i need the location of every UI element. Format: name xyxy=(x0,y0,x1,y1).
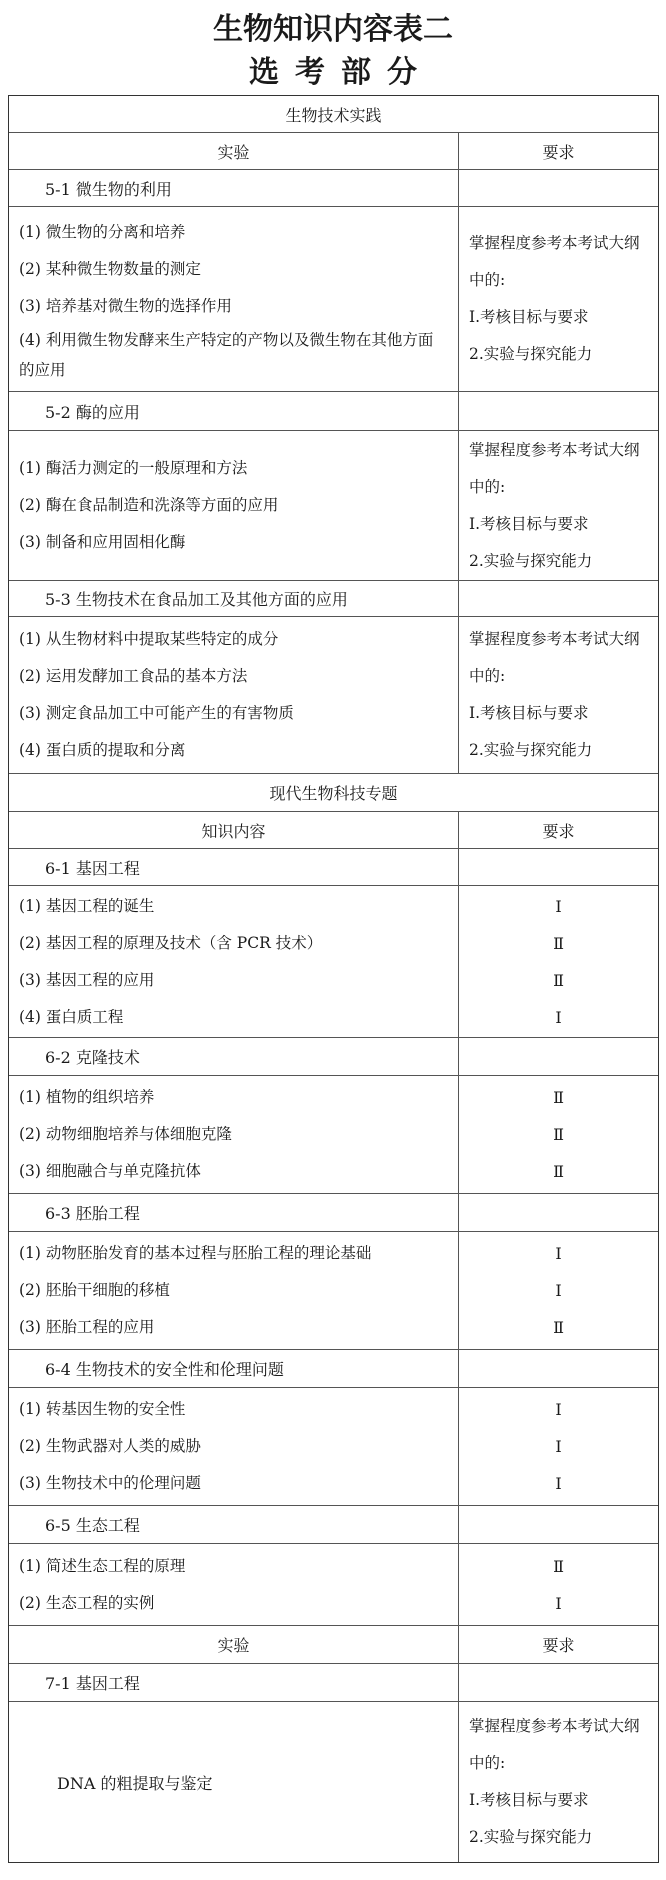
list-item: (1) 微生物的分离和培养 xyxy=(19,222,186,241)
list-item: (2) 动物细胞培养与体细胞克隆 xyxy=(19,1125,232,1143)
content-row xyxy=(9,207,658,392)
level-value: Ⅰ xyxy=(555,1593,562,1613)
subsection-row xyxy=(9,392,658,431)
req-line: 掌握程度参考本考试大纲 xyxy=(469,440,640,459)
list-item: (3) 细胞融合与单克隆抗体 xyxy=(19,1162,201,1180)
empty-cell xyxy=(459,581,658,616)
requirement-text xyxy=(459,617,658,773)
list-item: (3) 基因工程的应用 xyxy=(19,970,155,989)
list-item: (2) 生态工程的实例 xyxy=(19,1593,155,1612)
req-line: Ⅰ.考核目标与要求 xyxy=(469,1791,589,1809)
level-value: Ⅱ xyxy=(553,1318,564,1337)
req-line: 2.实验与探究能力 xyxy=(469,551,593,570)
level-value: Ⅱ xyxy=(553,1556,564,1576)
content-row xyxy=(9,1544,658,1626)
list-item: (2) 基因工程的原理及技术（含 PCR 技术） xyxy=(19,933,323,952)
content-row xyxy=(9,1232,658,1350)
subsection-row xyxy=(9,170,658,207)
item-list xyxy=(9,1232,459,1349)
content-row xyxy=(9,1388,658,1506)
list-item: (1) 简述生态工程的原理 xyxy=(19,1556,186,1575)
empty-cell xyxy=(459,1506,658,1543)
subsection-title: 6-2 克隆技术 xyxy=(9,1038,459,1075)
list-item: (2) 某种微生物数量的测定 xyxy=(19,259,201,278)
req-line: 2.实验与探究能力 xyxy=(469,741,593,759)
level-value: Ⅰ xyxy=(555,1244,562,1263)
subsection-row xyxy=(9,581,658,617)
empty-cell xyxy=(459,1664,658,1701)
content-row xyxy=(9,617,658,774)
subsection-row xyxy=(9,1664,658,1702)
item-list xyxy=(9,431,459,580)
req-line: 掌握程度参考本考试大纲 xyxy=(469,1717,640,1735)
column-header-right: 要求 xyxy=(542,142,575,162)
item-list xyxy=(9,1544,459,1625)
empty-cell xyxy=(459,392,658,430)
level-value: Ⅰ xyxy=(555,1400,562,1419)
content-row xyxy=(9,886,658,1038)
list-item: (4) 利用微生物发酵来生产特定的产物以及微生物在其他方面的应用 xyxy=(19,330,434,379)
req-line: 掌握程度参考本考试大纲 xyxy=(469,234,640,252)
content-row xyxy=(9,1076,658,1194)
req-line: Ⅰ.考核目标与要求 xyxy=(469,514,589,533)
list-item: (2) 酶在食品制造和洗涤等方面的应用 xyxy=(19,496,279,514)
level-value: Ⅰ xyxy=(555,1007,562,1027)
list-item: (1) 基因工程的诞生 xyxy=(19,896,155,915)
list-item: (1) 动物胚胎发育的基本过程与胚胎工程的理论基础 xyxy=(19,1244,372,1262)
req-line: 2.实验与探究能力 xyxy=(469,1828,593,1846)
page-subtitle: 选考部分 xyxy=(249,55,433,90)
req-line: 中的: xyxy=(469,271,506,289)
column-header-right: 要求 xyxy=(542,1636,575,1655)
list-item: (3) 胚胎工程的应用 xyxy=(19,1318,155,1336)
list-item: (4) 蛋白质工程 xyxy=(19,1007,124,1026)
item-list xyxy=(9,886,459,1037)
subsection-title: 5-2 酶的应用 xyxy=(9,392,459,430)
column-header-row xyxy=(9,133,658,170)
list-item: (3) 生物技术中的伦理问题 xyxy=(19,1474,201,1492)
subsection-row xyxy=(9,1194,658,1232)
subsection-title: 5-1 微生物的利用 xyxy=(9,170,459,206)
list-item: (1) 从生物材料中提取某些特定的成分 xyxy=(19,630,279,648)
empty-cell xyxy=(459,170,658,206)
requirement-text xyxy=(459,431,658,580)
subsection-title: 6-1 基因工程 xyxy=(9,849,459,885)
column-header-right: 要求 xyxy=(542,821,575,841)
req-line: Ⅰ.考核目标与要求 xyxy=(469,704,589,722)
subsection-title: 7-1 基因工程 xyxy=(9,1664,459,1701)
subsection-row xyxy=(9,1350,658,1388)
subsection-title: 6-5 生态工程 xyxy=(9,1506,459,1543)
subsection-row xyxy=(9,1506,658,1544)
column-header-left: 实验 xyxy=(9,133,459,169)
column-header-row xyxy=(9,1626,658,1664)
req-line: 中的: xyxy=(469,477,506,496)
section-heading-row xyxy=(9,774,658,812)
section-heading: 现代生物科技专题 xyxy=(269,784,398,803)
level-list xyxy=(459,886,658,1037)
item-list xyxy=(9,207,459,391)
subsection-title: 6-3 胚胎工程 xyxy=(9,1194,459,1231)
list-item: (1) 转基因生物的安全性 xyxy=(19,1400,186,1418)
column-header-left: 知识内容 xyxy=(9,812,459,848)
section-heading: 生物技术实践 xyxy=(285,105,382,125)
level-value: Ⅰ xyxy=(555,1281,562,1300)
level-value: Ⅱ xyxy=(553,1088,564,1107)
empty-cell xyxy=(459,1038,658,1075)
experiment-item: DNA 的粗提取与鉴定 xyxy=(9,1702,459,1862)
list-item: (3) 培养基对微生物的选择作用 xyxy=(19,296,232,315)
subsection-title: 5-3 生物技术在食品加工及其他方面的应用 xyxy=(9,581,459,616)
knowledge-table xyxy=(8,95,659,1863)
column-header-row xyxy=(9,812,658,849)
subsection-title: 6-4 生物技术的安全性和伦理问题 xyxy=(9,1350,459,1387)
level-value: Ⅱ xyxy=(553,970,564,990)
list-item: (2) 胚胎干细胞的移植 xyxy=(19,1281,170,1299)
level-value: Ⅰ xyxy=(555,1474,562,1493)
subsection-row xyxy=(9,1038,658,1076)
subsection-row xyxy=(9,849,658,886)
req-line: 中的: xyxy=(469,1754,506,1772)
item-list xyxy=(9,617,459,773)
level-value: Ⅰ xyxy=(555,896,562,916)
item-list xyxy=(9,1388,459,1505)
req-line: 掌握程度参考本考试大纲 xyxy=(469,630,640,648)
level-value: Ⅰ xyxy=(555,1437,562,1456)
empty-cell xyxy=(459,1194,658,1231)
req-line: 2.实验与探究能力 xyxy=(469,345,593,363)
list-item: (1) 植物的组织培养 xyxy=(19,1088,155,1106)
list-item: (2) 生物武器对人类的威胁 xyxy=(19,1437,201,1455)
level-value: Ⅱ xyxy=(553,933,564,953)
content-row xyxy=(9,431,658,581)
list-item: (4) 蛋白质的提取和分离 xyxy=(19,741,186,759)
req-line: 中的: xyxy=(469,667,506,685)
list-item: (3) 制备和应用固相化酶 xyxy=(19,533,186,551)
item-list xyxy=(9,1076,459,1193)
level-value: Ⅱ xyxy=(553,1162,564,1181)
requirement-text xyxy=(459,1702,658,1862)
list-item: (2) 运用发酵加工食品的基本方法 xyxy=(19,667,248,685)
list-item: (3) 测定食品加工中可能产生的有害物质 xyxy=(19,704,294,722)
list-item: (1) 酶活力测定的一般原理和方法 xyxy=(19,459,248,477)
empty-cell xyxy=(459,849,658,885)
empty-cell xyxy=(459,1350,658,1387)
level-list xyxy=(459,1544,658,1625)
level-list xyxy=(459,1076,658,1193)
content-row xyxy=(9,1702,658,1862)
level-list xyxy=(459,1388,658,1505)
page-title: 生物知识内容表二 xyxy=(213,12,453,47)
requirement-text xyxy=(459,207,658,391)
level-list xyxy=(459,1232,658,1349)
req-line: Ⅰ.考核目标与要求 xyxy=(469,308,589,326)
section-heading-row xyxy=(9,96,658,133)
column-header-left: 实验 xyxy=(9,1626,459,1663)
level-value: Ⅱ xyxy=(553,1125,564,1144)
